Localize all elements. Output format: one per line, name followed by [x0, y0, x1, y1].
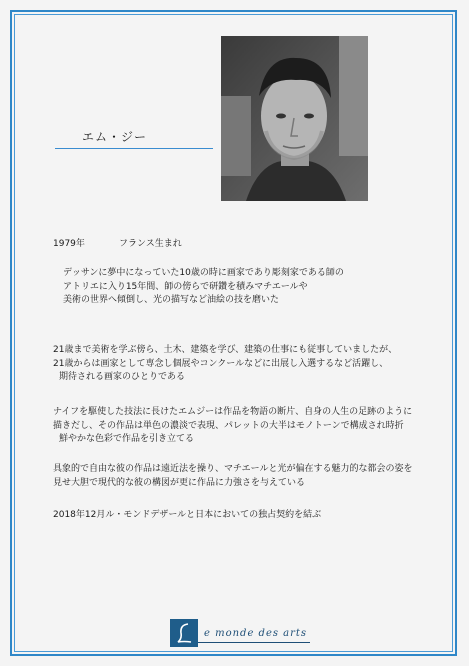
portrait-image [221, 36, 368, 201]
birth-line [53, 238, 182, 252]
bio-line: 具象的で自由な彼の作品は遠近法を操り、マチエールと光が偏在する魅力的な都会の姿を [53, 464, 413, 474]
artist-portrait-photo [221, 36, 368, 201]
bio-line: ナイフを駆使した技法に長けたエムジーは作品を物語の断片、自身の人生の足跡のように [53, 407, 413, 417]
birth-year: 1979年 [53, 239, 85, 249]
bio-paragraph-3 [53, 406, 412, 447]
bio-paragraph-2 [53, 344, 397, 385]
name-underline [55, 148, 213, 149]
bio-line: アトリエに入り15年間、師の傍らで研鑽を積みマチエールや [63, 281, 308, 292]
bio-line: デッサンに夢中になっていた10歳の時に画家であり彫刻家である師の [63, 268, 344, 278]
brand-logo-mark [170, 619, 198, 647]
birthplace: フランス生まれ [119, 239, 182, 249]
bio-line: 21歳からは画家として専念し個展やコンクールなどに出展し入選するなど活躍し、 [53, 358, 389, 369]
brand-logo-underline [198, 642, 310, 643]
bio-line: 鮮やかな色彩で作品を引き立てる [59, 434, 195, 444]
bio-paragraph-4 [53, 463, 412, 490]
artist-name: エム・ジー [82, 130, 148, 144]
bio-paragraph-1 [63, 267, 344, 308]
bio-paragraph-5 [53, 509, 321, 523]
brand-logo-text: e monde des arts [204, 628, 308, 639]
bio-line: 描きだし、その作品は単色の濃淡で表現、パレットの大半はモノトーンで構成され時折 [53, 420, 404, 431]
bio-line: 2018年12月ル・モンドデザールと日本においての独占契約を結ぶ [53, 510, 322, 520]
logo-l-icon [170, 619, 198, 647]
bio-line: 21歳まで美術を学ぶ傍ら、土木、建築を学び、建築の仕事にも従事していましたが、 [53, 345, 398, 355]
bio-line: 見せ大胆で現代的な彼の構図が更に作品に力強さを与えている [53, 477, 306, 488]
bio-line: 期待される画家のひとりである [59, 372, 186, 382]
bio-line: 美術の世界へ傾倒し、光の描写など油絵の技を磨いた [63, 295, 280, 305]
